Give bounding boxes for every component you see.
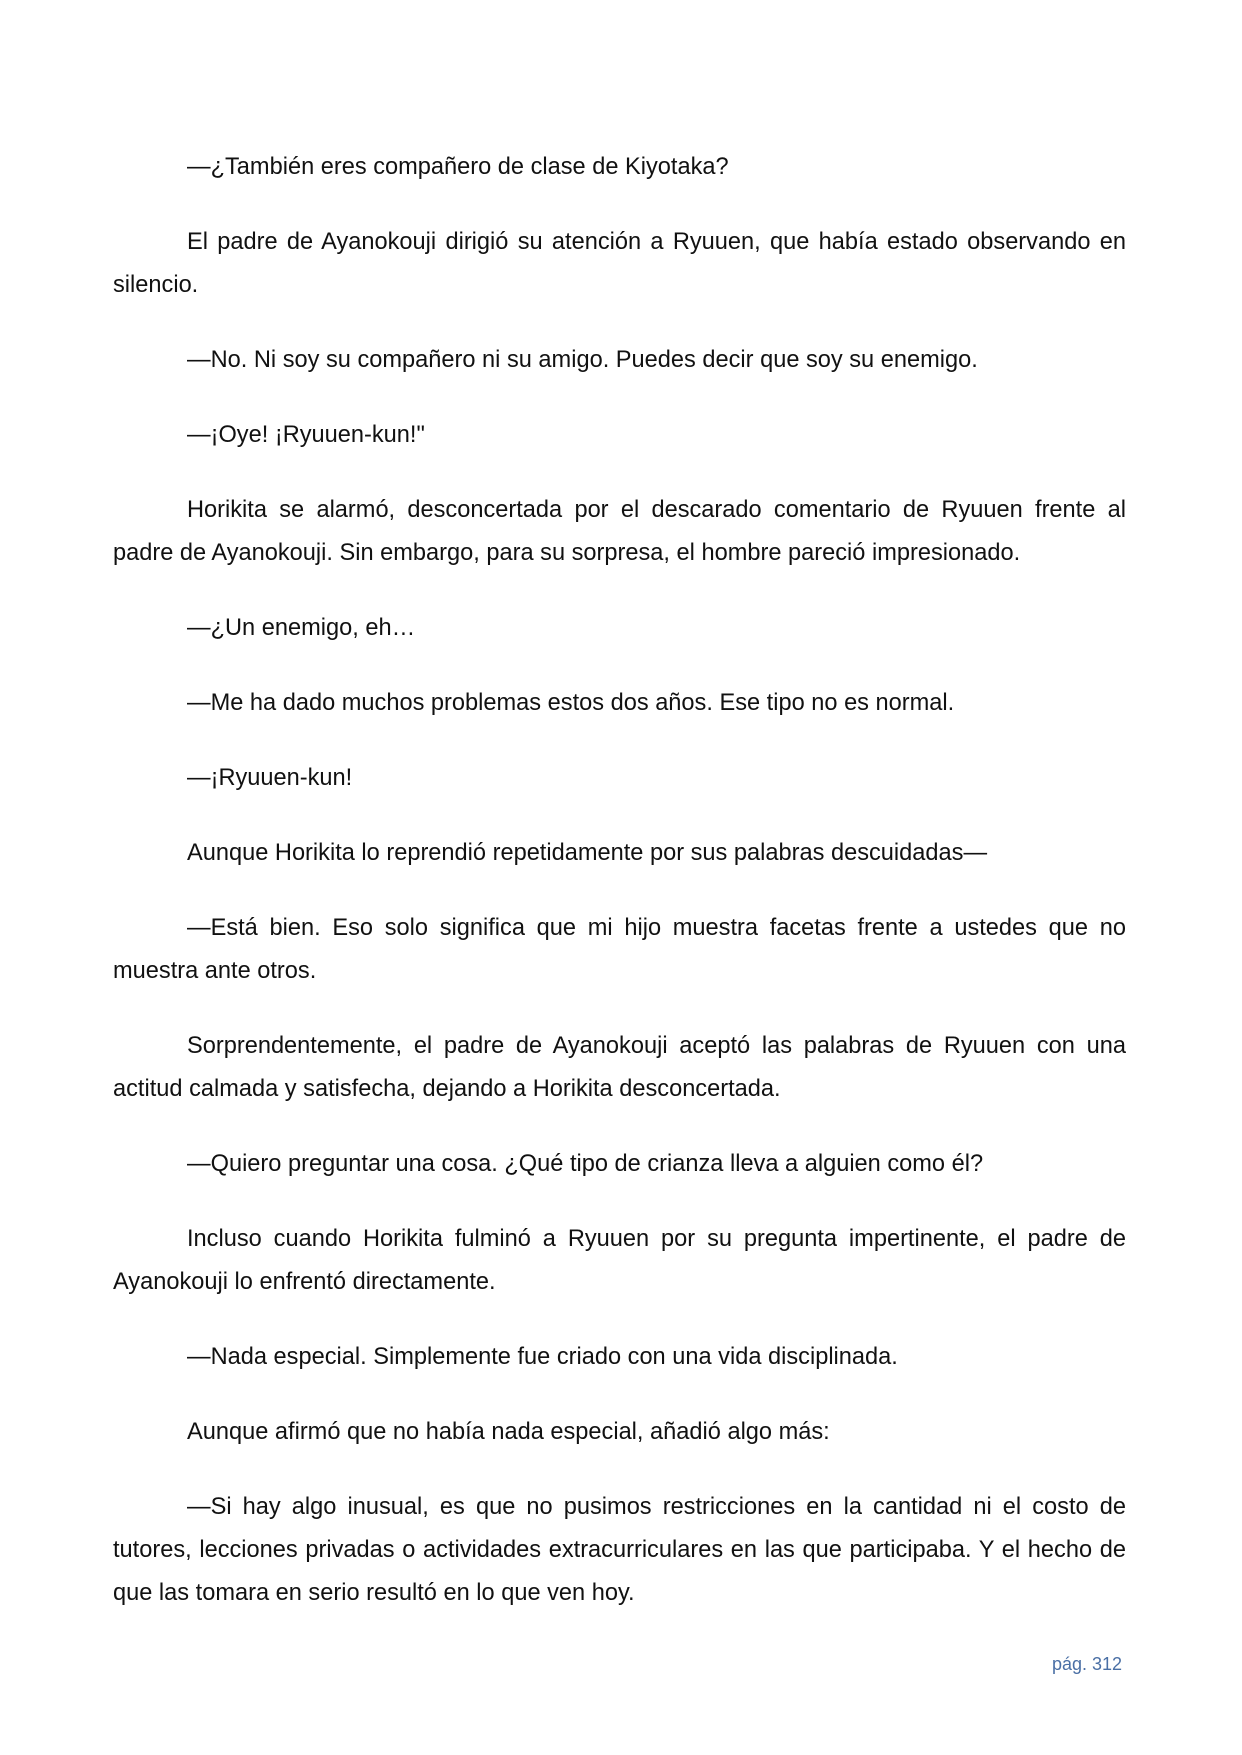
body-text: [113, 146, 1126, 1647]
paragraph: Aunque Horikita lo reprendió repetidamente por sus palabras descuidadas—: [187, 840, 988, 866]
paragraph: —Quiero preguntar una cosa. ¿Qué tipo de crianza lleva a alguien como él?: [187, 1151, 984, 1177]
paragraph: Sorprendentemente, el padre de Ayanokouji aceptó las palabras de Ryuuen con una actitud calmada y satisfecha, dejando a Horikita desconcertada.: [113, 1033, 1126, 1102]
paragraph: —Está bien. Eso solo significa que mi hijo muestra facetas frente a ustedes que no muestra ante otros.: [113, 915, 1126, 984]
paragraph: —¿También eres compañero de clase de Kiyotaka?: [187, 154, 729, 180]
paragraph: Aunque afirmó que no había nada especial, añadió algo más:: [187, 1419, 830, 1445]
page-number: pág. 312: [1052, 1654, 1123, 1674]
paragraph: —No. Ni soy su compañero ni su amigo. Puedes decir que soy su enemigo.: [187, 347, 978, 373]
paragraph: —Nada especial. Simplemente fue criado con una vida disciplinada.: [187, 1344, 898, 1370]
paragraph: —Si hay algo inusual, es que no pusimos restricciones en la cantidad ni el costo de tutores, lecciones privadas o actividades extracurriculares en las que participaba. Y el hecho de que las tomara en serio resultó en lo que ven hoy.: [113, 1494, 1126, 1606]
paragraph: —¡Ryuuen-kun!: [187, 765, 353, 791]
paragraph: El padre de Ayanokouji dirigió su atención a Ryuuen, que había estado observando en silencio.: [113, 229, 1126, 298]
paragraph: —¡Oye! ¡Ryuuen-kun!": [187, 422, 425, 448]
paragraph: —Me ha dado muchos problemas estos dos años. Ese tipo no es normal.: [187, 690, 955, 716]
paragraph: Horikita se alarmó, desconcertada por el descarado comentario de Ryuuen frente al padre de Ayanokouji. Sin embargo, para su sorpresa, el hombre pareció impresionado.: [113, 497, 1126, 566]
paragraph: —¿Un enemigo, eh…: [187, 615, 416, 641]
paragraph: Incluso cuando Horikita fulminó a Ryuuen por su pregunta impertinente, el padre de Ayanokouji lo enfrentó directamente.: [113, 1226, 1126, 1295]
